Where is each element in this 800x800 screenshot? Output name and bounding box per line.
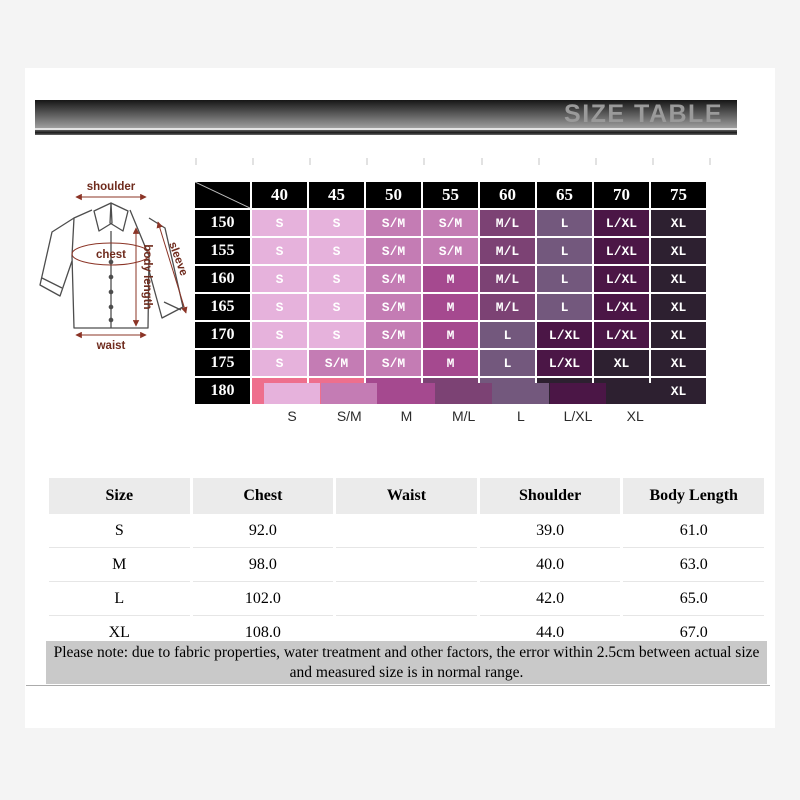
shirt-outline	[40, 203, 183, 328]
size-cell: L/XL	[537, 350, 592, 376]
measurements-row	[49, 547, 764, 581]
height-header-cell: 150	[195, 210, 250, 236]
banner-divider-dark	[35, 130, 737, 135]
size-cell: L	[537, 238, 592, 264]
banner-title: SIZE TABLE	[564, 99, 723, 128]
height-header-cell: 175	[195, 350, 250, 376]
sleeve-label: sleeve	[166, 240, 190, 278]
size-cell: M	[423, 294, 478, 320]
measurements-header-cell: Waist	[336, 478, 477, 514]
legend-label: L/XL	[563, 408, 593, 424]
size-cell: S/M	[423, 238, 478, 264]
size-cell: M	[423, 322, 478, 348]
ruler-tick	[309, 158, 311, 165]
size-cell: L	[480, 322, 535, 348]
legend-label: XL	[626, 408, 644, 424]
size-cell: S	[309, 294, 364, 320]
measurements-row	[49, 581, 764, 615]
size-cell: S/M	[366, 238, 421, 264]
size-cell: M/L	[480, 294, 535, 320]
matrix-row	[195, 294, 706, 320]
size-cell: S	[252, 350, 307, 376]
matrix-corner-cell	[195, 182, 250, 208]
size-cell: L/XL	[594, 322, 649, 348]
size-cell: L/XL	[594, 210, 649, 236]
size-chart-panel	[25, 68, 775, 728]
size-cell: L/XL	[594, 266, 649, 292]
ruler-tick	[538, 158, 540, 165]
size-cell: S	[252, 294, 307, 320]
measurements-cell: 65.0	[623, 581, 764, 615]
size-cell: S/M	[366, 210, 421, 236]
size-cell: S	[252, 210, 307, 236]
banner	[35, 100, 737, 128]
size-cell: S/M	[309, 350, 364, 376]
size-cell: L/XL	[594, 238, 649, 264]
size-color-legend-labels	[264, 408, 663, 424]
size-cell: L/XL	[594, 294, 649, 320]
size-cell: M	[423, 266, 478, 292]
size-cell: S	[252, 322, 307, 348]
size-cell: S/M	[423, 210, 478, 236]
legend-swatch	[264, 383, 320, 404]
size-cell: XL	[651, 238, 706, 264]
size-cell: XL	[651, 294, 706, 320]
body-length-label: body length	[141, 244, 153, 310]
measurements-header-cell: Chest	[193, 478, 334, 514]
legend-label: S	[287, 408, 297, 424]
ruler-tick	[423, 158, 425, 165]
size-cell: L	[537, 266, 592, 292]
size-cell: S	[309, 266, 364, 292]
height-header-cell: 160	[195, 266, 250, 292]
size-color-legend	[264, 383, 663, 404]
size-cell: XL	[651, 322, 706, 348]
waist-label: waist	[96, 340, 126, 352]
size-cell: L	[537, 294, 592, 320]
measurements-cell: 61.0	[679, 521, 708, 539]
measurements-table	[46, 478, 767, 649]
ruler-tick	[481, 158, 483, 165]
size-cell: S/M	[366, 350, 421, 376]
shirt-measurement-diagram	[35, 164, 197, 356]
legend-label: L	[516, 408, 525, 424]
note-line-2: and measured size is in normal range.	[289, 663, 524, 681]
size-cell: M/L	[480, 238, 535, 264]
matrix-row	[195, 322, 706, 348]
size-cell: L	[537, 210, 592, 236]
size-cell: XL	[651, 378, 706, 404]
measurements-cell: 40.0	[480, 547, 621, 581]
size-cell: XL	[651, 266, 706, 292]
ruler-tick	[709, 158, 711, 165]
size-cell: S/M	[366, 322, 421, 348]
height-header-cell: 165	[195, 294, 250, 320]
bottom-divider	[26, 685, 770, 686]
measurements-cell: 108.0	[193, 615, 334, 649]
legend-swatch	[436, 383, 492, 404]
size-matrix-table	[193, 180, 708, 406]
measurements-cell	[336, 581, 477, 615]
measurements-cell: 92.0	[248, 521, 277, 539]
measurements-row	[49, 514, 764, 547]
weight-header-cell: 50	[366, 182, 421, 208]
legend-swatch	[607, 383, 663, 404]
size-cell: S/M	[366, 266, 421, 292]
note-box	[46, 641, 767, 684]
measurements-cell	[336, 547, 477, 581]
legend-swatch	[550, 383, 606, 404]
matrix-row	[195, 210, 706, 236]
corner-diagonal-line	[195, 182, 250, 208]
legend-swatch	[378, 383, 434, 404]
height-header-cell: 155	[195, 238, 250, 264]
legend-swatch	[493, 383, 549, 404]
ruler-tick	[595, 158, 597, 165]
weight-header-cell: 55	[423, 182, 478, 208]
size-cell: XL	[594, 350, 649, 376]
measurements-header-cell: Body Length	[623, 478, 764, 514]
measurements-cell: S	[114, 521, 124, 539]
height-header-cell: 170	[195, 322, 250, 348]
shoulder-label: shoulder	[86, 181, 136, 193]
measurements-header-cell: Shoulder	[480, 478, 621, 514]
measurements-cell: L	[49, 581, 190, 615]
matrix-row	[195, 238, 706, 264]
measurements-cell: XL	[49, 615, 190, 649]
weight-header-cell: 60	[480, 182, 535, 208]
ruler-tick	[252, 158, 254, 165]
size-cell: S	[309, 210, 364, 236]
size-cell: S	[309, 238, 364, 264]
legend-label: M/L	[451, 408, 476, 424]
matrix-row	[195, 350, 706, 376]
matrix-row	[195, 266, 706, 292]
measurements-cell: M	[49, 547, 190, 581]
height-header-cell: 180	[195, 378, 250, 404]
ruler-tick	[652, 158, 654, 165]
weight-header-cell: 65	[537, 182, 592, 208]
legend-swatch	[321, 383, 377, 404]
size-cell: S/M	[366, 294, 421, 320]
ruler-ticks	[195, 158, 711, 166]
size-cell: L/XL	[537, 322, 592, 348]
measurements-cell: 63.0	[623, 547, 764, 581]
measurements-header-cell: Size	[49, 478, 190, 514]
size-cell: M	[423, 350, 478, 376]
chest-label: chest	[95, 249, 127, 261]
legend-label: M	[400, 408, 413, 424]
weight-header-cell: 45	[309, 182, 364, 208]
weight-header-cell: 70	[594, 182, 649, 208]
size-cell: S	[252, 266, 307, 292]
weight-header-cell: 75	[651, 182, 706, 208]
weight-header-cell: 40	[252, 182, 307, 208]
size-cell: L	[480, 350, 535, 376]
size-cell: S	[309, 322, 364, 348]
size-cell: XL	[651, 350, 706, 376]
size-cell: S	[252, 238, 307, 264]
legend-label: S/M	[336, 408, 362, 424]
measurements-cell: 44.0	[480, 615, 621, 649]
measurements-cell: 39.0	[536, 521, 565, 539]
measurements-cell: 67.0	[623, 615, 764, 649]
measurements-cell: 42.0	[480, 581, 621, 615]
ruler-tick	[366, 158, 368, 165]
measurements-cell: 102.0	[193, 581, 334, 615]
note-line-1: Please note: due to fabric properties, water treatment and other factors, the error within 2.5cm between actual size	[53, 643, 760, 661]
measurements-cell: 98.0	[193, 547, 334, 581]
size-cell: M/L	[480, 210, 535, 236]
size-cell: M/L	[480, 266, 535, 292]
size-cell: XL	[651, 210, 706, 236]
measurements-cell	[336, 514, 477, 547]
